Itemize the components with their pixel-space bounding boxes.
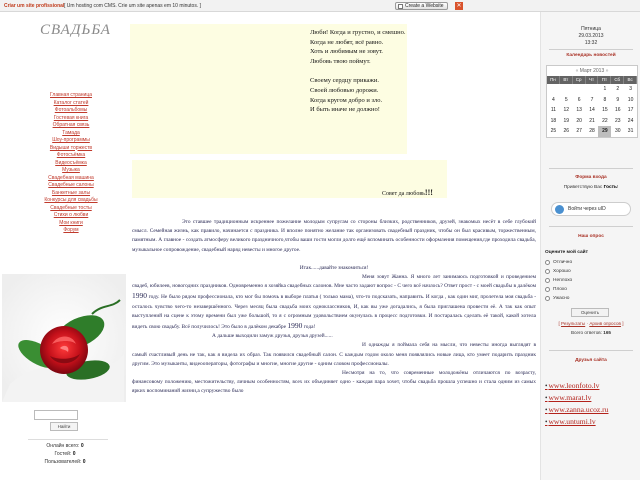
menu-item[interactable]: Главная страница	[50, 92, 92, 98]
promo-link[interactable]: Criar um site profissional	[4, 3, 65, 9]
calendar-day[interactable]: 21	[589, 117, 595, 124]
main-content	[130, 12, 540, 480]
calendar-day[interactable]: 23	[614, 117, 621, 124]
poll-option[interactable]	[545, 294, 639, 303]
promo-bar	[0, 0, 640, 12]
calendar-day[interactable]: 26	[563, 128, 570, 135]
calendar-weekday: Ср	[573, 76, 586, 84]
calendar-day[interactable]: 11	[550, 107, 557, 114]
radio-button[interactable]	[545, 269, 550, 274]
calendar-day[interactable]: 27	[576, 128, 582, 135]
site-menu	[26, 92, 116, 235]
create-website-button[interactable]	[395, 2, 448, 10]
calendar-day[interactable]: 15	[602, 107, 608, 114]
calendar-weekday: Вс	[624, 76, 637, 84]
bullet-icon: •	[545, 382, 548, 390]
poll-option-label: Плохо	[553, 287, 567, 292]
calendar-day	[547, 84, 560, 95]
poll-options	[545, 258, 639, 303]
uid-login-button[interactable]	[551, 202, 631, 216]
vote-button[interactable]: Оценить	[571, 308, 609, 317]
divider	[28, 439, 108, 440]
date-widget	[541, 26, 640, 47]
friend-link[interactable]: •www.leonfoto.lv	[545, 381, 600, 390]
calendar-day[interactable]: 22	[602, 117, 608, 124]
calendar-day[interactable]: 5	[564, 96, 568, 103]
left-sidebar	[0, 12, 130, 480]
calendar-day[interactable]: 20	[576, 117, 582, 124]
login-greeting: Приветствую Вас Гость!	[563, 185, 619, 190]
calendar-week	[547, 95, 637, 106]
menu-item[interactable]: Форум	[63, 227, 79, 233]
friends-title: Друзья сайта	[575, 358, 607, 363]
poll-results-link[interactable]: Результаты	[561, 321, 586, 326]
calendar-day[interactable]: 9	[616, 96, 620, 103]
poem-line: Своему сердцу прикажи.	[310, 77, 379, 85]
calendar-weekday: Сб	[611, 76, 624, 84]
friend-link[interactable]: •www.untumi.lv	[545, 417, 596, 426]
calendar-weekday: Чт	[586, 76, 599, 84]
calendar-day	[573, 84, 586, 95]
menu-item[interactable]: Конкурсы для свадьбы	[44, 197, 98, 203]
poll-option-label: Ужасно	[553, 296, 570, 301]
calendar-day[interactable]: 7	[590, 96, 594, 103]
calendar-month[interactable]: Март 2013	[579, 68, 605, 74]
calendar-day[interactable]: 3	[629, 86, 632, 92]
poll-option-label: Хорошо	[553, 269, 571, 274]
calendar-day[interactable]: 29	[598, 126, 611, 137]
right-sidebar	[540, 12, 640, 480]
article-heading: Итак......давайте знакомиться!	[299, 264, 369, 271]
calendar-weekdays	[547, 76, 637, 84]
menu-item[interactable]: Гостевая книга	[53, 114, 89, 121]
stat-online: Онлайн всего: 0	[46, 443, 84, 449]
chevron-left-icon[interactable]: «	[575, 68, 579, 74]
calendar-day[interactable]: 13	[576, 107, 582, 114]
friends-links	[545, 380, 640, 428]
calendar-week	[547, 84, 637, 95]
calendar-day[interactable]: 19	[563, 117, 570, 124]
create-website-label: Create a Website	[405, 3, 444, 9]
poem-line: Когда кругом добро и зло.	[310, 96, 383, 104]
poll-archive-link[interactable]: Архив опросов	[589, 321, 621, 326]
calendar-week	[547, 116, 637, 127]
calendar-weekday: Вт	[560, 76, 573, 84]
poem-line: И быть иначе не должно!	[310, 106, 380, 114]
search-input[interactable]	[34, 410, 78, 420]
close-icon[interactable]: ✕	[456, 3, 462, 9]
poll-total: Всего ответов: 165	[571, 330, 611, 335]
calendar-weekday: Пн	[547, 76, 560, 84]
chevron-right-icon[interactable]: »	[605, 68, 609, 74]
poll-option[interactable]	[545, 267, 639, 276]
poem-line: Когда не любят, всё равно.	[310, 38, 384, 46]
news-calendar	[546, 65, 638, 138]
poll-option[interactable]	[545, 285, 639, 294]
poll-title: Наш опрос	[578, 234, 604, 239]
menu-item[interactable]: Музыка	[62, 167, 80, 173]
search-button[interactable]: Найти	[50, 422, 78, 431]
calendar-days	[547, 84, 637, 137]
menu-item[interactable]: Мои книги	[59, 219, 83, 226]
calendar-day	[586, 84, 599, 95]
date: 29.03.2013	[578, 33, 604, 39]
menu-item[interactable]: Видеосъёмка	[55, 159, 87, 166]
promo-text: [ Um hosting com CMS. Crie um site apenas em 10 minutos. ]	[64, 3, 201, 9]
friend-link[interactable]: •www.zanna.ucoz.ru	[545, 405, 609, 414]
article-paragraph: Несмотря на то, что современные молодожёны отличаются по возрасту, финансовому положению, местожительству, личным особенностям, всех их объединяет одно - каждая пара хочет, чтобы свадьба прошла успешно и стала одним из самых ярких воспоминаний жизни,а супружество было	[132, 370, 536, 395]
calendar-day[interactable]: 17	[627, 107, 634, 114]
stat-guests: Гостей: 0	[54, 451, 76, 457]
article-paragraph: Меня зовут Жанна. Я много лет занимаюсь подготовкой и проведением свадеб, юбилеев, новогодних праздников. Одновременно я хозяйка свадебных салонов. Мне часто задают вопрос - С чего всё начлось? Ответ прост - с моей свадьбы в далёком 1990 году. Не было рядом профессионала, кто мог бы помочь в выборе платья ( только мама), что-то подсказать, направить. И когда , как один миг, пролетела моя свадьба - осталось чувство чего-то незавершённого. Через месяц была свадьба моих одноклассников, И, как вы уже догадались, я была приглашена провести её. А так как опыт выступлений на сцене к этому времени был уже большой, то я с огромным удовольствием окунулась в процесс подготовки. И постаралась сделать её такой, какой хотела видеть свою свадьбу. Всё получилось! Это было в далёком декабре 1990 года!	[132, 274, 536, 331]
poll-option[interactable]	[545, 276, 639, 285]
menu-item[interactable]: Стихи о любви	[53, 212, 89, 218]
menu-item[interactable]: Тамада	[62, 129, 80, 136]
calendar-day[interactable]: 6	[577, 96, 581, 103]
stat-users: Пользователей: 0	[44, 459, 86, 465]
article-paragraph: А дальше выходили замуж друзья, друзья друзей......	[212, 333, 333, 340]
menu-item[interactable]: Каталог статей	[53, 99, 89, 106]
rose-decoration-image	[2, 274, 126, 402]
calendar-day[interactable]: 25	[550, 128, 557, 135]
menu-item[interactable]: Свадебная машина	[48, 174, 94, 181]
menu-item[interactable]: Свадебные тосты	[50, 204, 92, 211]
menu-item[interactable]: Обратная связь	[52, 122, 90, 128]
weekday: Пятница	[581, 26, 601, 32]
poem	[310, 28, 406, 115]
poem-line: Люби! Когда и грустно, и смешно.	[310, 29, 406, 36]
bullet-icon: •	[545, 418, 548, 426]
poem-line: Своей любовью дорожи.	[310, 86, 379, 94]
calendar-day[interactable]: 16	[614, 107, 621, 114]
calendar-day[interactable]: 18	[550, 117, 557, 124]
radio-button[interactable]	[545, 296, 550, 301]
calendar-weekday: Пт	[598, 76, 611, 84]
bullet-icon: •	[545, 394, 548, 402]
calendar-day[interactable]: 24	[627, 117, 634, 124]
poll-option-label: Отлично	[553, 260, 573, 265]
friend-link[interactable]: •www.marat.lv	[545, 393, 592, 402]
calendar-day[interactable]: 8	[603, 96, 607, 103]
calendar-day[interactable]: 4	[552, 96, 555, 103]
calendar-day[interactable]: 30	[614, 128, 621, 135]
online-stats	[0, 442, 130, 466]
radio-button[interactable]	[545, 278, 550, 283]
article-paragraph: Это ставшее традиционным искреннее пожелание молодым супругам со стороны близких, родственников, друзей, знакомых несёт в себе глубокий смысл. Семейная жизнь, как правило, начинается с праздника. И вполне понятно желание так организовать свадебный праздник, чтобы он был красивым, торжественным, памятным. А главное - создать атмосферу великого праздничного,чтобы ваши гости могли долго ещё вспоминать особенности оформления помещения,где проходила свадьба, музыкальное сопровождение, свадебный наряд невесты и многое другое.	[132, 219, 536, 253]
poll-option-label: Неплохо	[553, 278, 573, 283]
calendar-day	[560, 84, 573, 95]
calendar-day[interactable]: 12	[563, 107, 570, 114]
article-paragraph: И однажды я поймала себя на мысли, что невесты иногда выглядят в самый счастливый день не так, как я видела их образ. Так появился свадебный салон. С каждым годом около меня появлялись новые лица, кто умеет подарить праздник другим. Это музыканты, видеооператоры, фотографы и многие, многие другие - одним словом профессионалы.	[132, 342, 536, 367]
calendar-day[interactable]: 2	[616, 86, 620, 92]
calendar-day[interactable]: 14	[589, 107, 595, 114]
menu-item[interactable]: Свадебные салоны	[48, 182, 94, 188]
poll-option[interactable]	[545, 258, 639, 267]
calendar-day[interactable]: 31	[627, 128, 634, 135]
menu-item[interactable]: Фотосъёмка	[56, 152, 86, 158]
login-form-title: Форма входа	[575, 175, 607, 180]
radio-button[interactable]	[545, 260, 550, 265]
poem-line: Хоть и любимым не зовут.	[310, 48, 383, 56]
calendar-week	[547, 105, 637, 116]
menu-item[interactable]: Шоу-программы	[52, 137, 90, 143]
calendar-title: Календарь новостей	[566, 53, 616, 58]
calendar-week	[547, 126, 637, 137]
article	[132, 218, 536, 397]
poem-signature: Совет да любовь!!!	[382, 188, 433, 197]
calendar-day[interactable]: 10	[627, 96, 634, 103]
menu-item[interactable]: Банкетные залы	[51, 189, 91, 196]
menu-item[interactable]: Видыши торжеств	[49, 144, 93, 151]
uid-globe-icon	[555, 205, 564, 214]
page-icon	[398, 4, 403, 9]
time: 13:32	[584, 40, 598, 46]
radio-button[interactable]	[545, 287, 550, 292]
menu-item[interactable]: Фотоальбомы	[54, 107, 88, 113]
site-title: СВАДЬБА	[40, 22, 111, 38]
calendar-nav	[547, 66, 637, 76]
uid-login-label: Войти через uID	[568, 206, 606, 212]
poll-question: Оцените мой сайт	[545, 250, 588, 255]
poem-line: Любовь твою поймут.	[310, 57, 371, 65]
bullet-icon: •	[545, 406, 548, 414]
calendar-day[interactable]: 28	[589, 128, 595, 135]
calendar-day[interactable]: 1	[603, 86, 607, 92]
poll-links: [ Результаты · Архив опросов ]	[558, 321, 624, 326]
